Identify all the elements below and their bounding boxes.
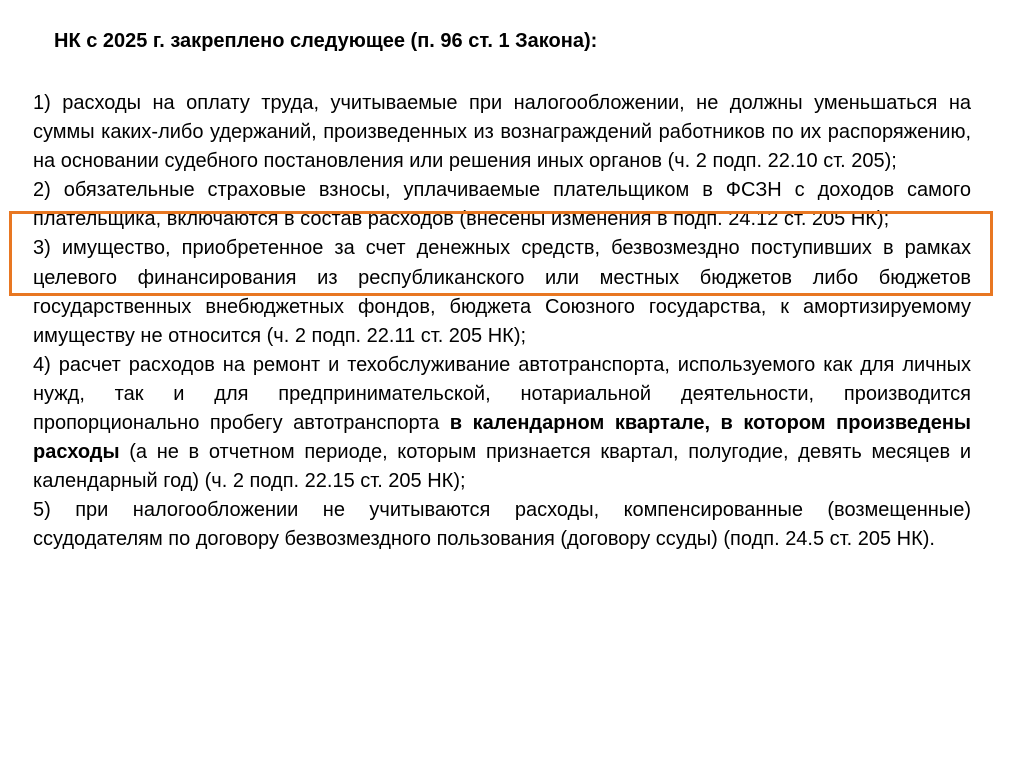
list-item-3: 3) имущество, приобретенное за счет денежных средств, безвозмездно поступивших в рамках целевого финансирования из республиканского или местных бюджетов либо бюджетов государственных внебюджетных фондов, бюджета Союзного государства, к амортизируемому имуществу не относится (ч. 2 подп. 22.11 ст. 205 НК); (33, 237, 971, 347)
list-item-4-bold-text: в календарном квартале, в котором произведены расходы (33, 412, 972, 464)
page-title: НК с 2025 г. закреплено следующее (п. 96 ст. 1 Закона): (54, 30, 598, 52)
list-item-4-text-before: 4) расчет расходов на ремонт и техобслуживание автотранспорта, используемого как для личных нужд, так и для предпринимательской, нотариальной деятельности, производится пропорционально пробегу автотранспорта (33, 353, 971, 435)
list-item-1: 1) расходы на оплату труда, учитываемые при налогообложении, не должны уменьшаться на суммы каких-либо удержаний, произведенных из вознаграждений работников по их распоряжению, на основании судебного постановления или решения иных органов (ч. 2 подп. 22.10 ст. 205); (33, 92, 971, 173)
list-item-5: 5) при налогообложении не учитываются расходы, компенсированные (возмещенные) ссудодателям по договору безвозмездного пользования (договору ссуды) (подп. 24.5 ст. 205 НК). (33, 499, 971, 551)
list-item-4 (33, 351, 971, 496)
list-body (33, 89, 971, 555)
list-item-2: 2) обязательные страховые взносы, уплачиваемые плательщиком в ФСЗН с доходов самого плательщика, включаются в состав расходов (внесены изменения в подп. 24.12 ст. 205 НК); (33, 179, 971, 231)
list-item-4-text-after: (а не в отчетном периоде, которым признается квартал, полугодие, девять месяцев и календарный год) (ч. 2 подп. 22.15 ст. 205 НК); (33, 441, 971, 493)
